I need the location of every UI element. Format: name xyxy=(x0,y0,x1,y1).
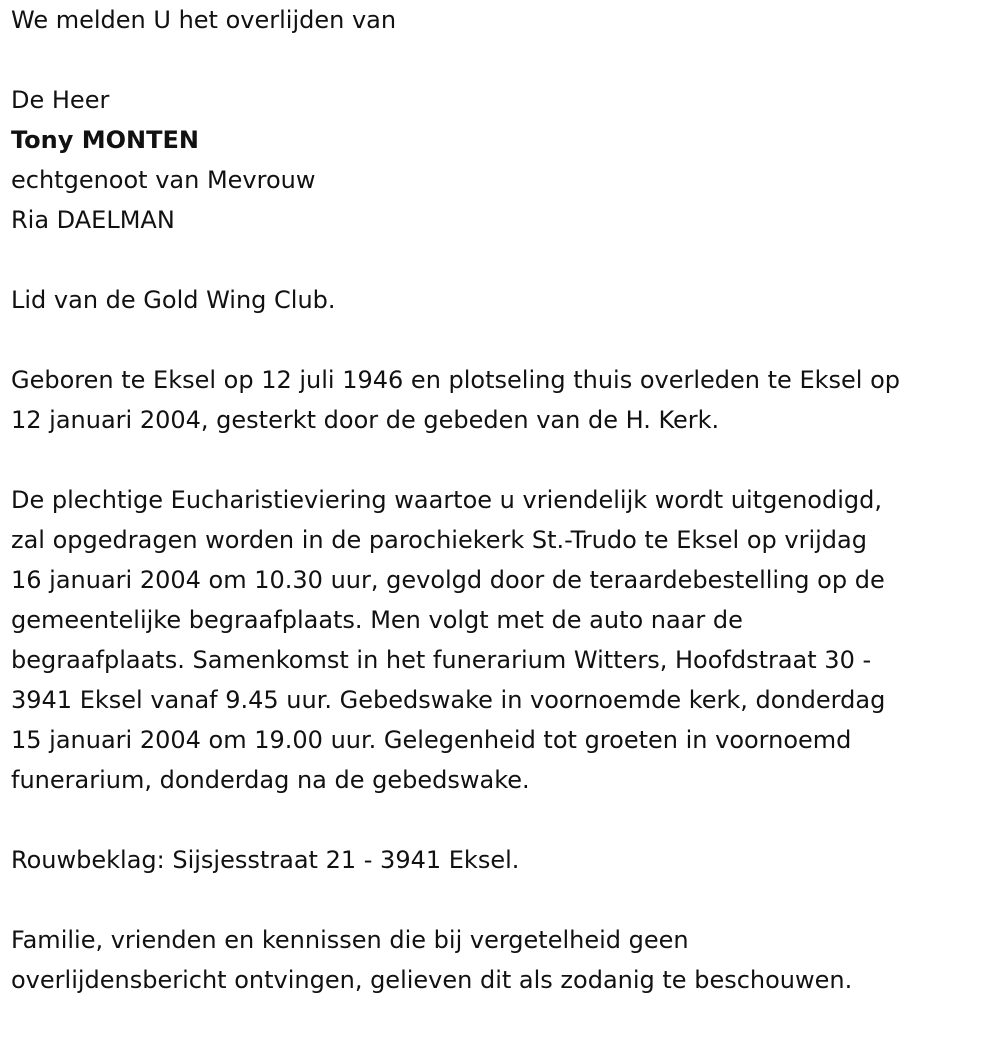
paragraph-line: 12 januari 2004, gesterkt door de gebeden van de H. Kerk. xyxy=(11,406,720,434)
paragraph-line: 3941 Eksel vanaf 9.45 uur. Gebedswake in voornoemde kerk, donderdag xyxy=(11,686,886,714)
membership-text: Lid van de Gold Wing Club. xyxy=(11,286,336,314)
paragraph-line: 15 januari 2004 om 19.00 uur. Gelegenheid tot groeten in voornoemd xyxy=(11,726,852,754)
birth-death-paragraph xyxy=(11,360,1000,440)
deceased-name: Tony MONTEN xyxy=(11,126,199,154)
paragraph-line: gemeentelijke begraafplaats. Men volgt met de auto naar de xyxy=(11,606,743,634)
paragraph-line: Familie, vrienden en kennissen die bij vergetelheid geen xyxy=(11,926,689,954)
paragraph-line: Geboren te Eksel op 12 juli 1946 en plotseling thuis overleden te Eksel op xyxy=(11,366,900,394)
closing-paragraph xyxy=(11,920,1000,1000)
honorific: De Heer xyxy=(11,86,110,114)
intro-text: We melden U het overlijden van xyxy=(11,6,397,34)
paragraph-line: funerarium, donderdag na de gebedswake. xyxy=(11,766,530,794)
spouse-label: echtgenoot van Mevrouw xyxy=(11,166,316,194)
condolence-address: Rouwbeklag: Sijsjesstraat 21 - 3941 Eksel. xyxy=(11,846,520,874)
spouse-name: Ria DAELMAN xyxy=(11,206,175,234)
paragraph-line: overlijdensbericht ontvingen, gelieven dit als zodanig te beschouwen. xyxy=(11,966,853,994)
ceremony-paragraph xyxy=(11,480,1000,800)
paragraph-line: 16 januari 2004 om 10.30 uur, gevolgd door de teraardebestelling op de xyxy=(11,566,885,594)
paragraph-line: De plechtige Eucharistieviering waartoe u vriendelijk wordt uitgenodigd, xyxy=(11,486,882,514)
paragraph-line: begraafplaats. Samenkomst in het funerarium Witters, Hoofdstraat 30 - xyxy=(11,646,872,674)
paragraph-line: zal opgedragen worden in de parochiekerk St.-Trudo te Eksel op vrijdag xyxy=(11,526,867,554)
